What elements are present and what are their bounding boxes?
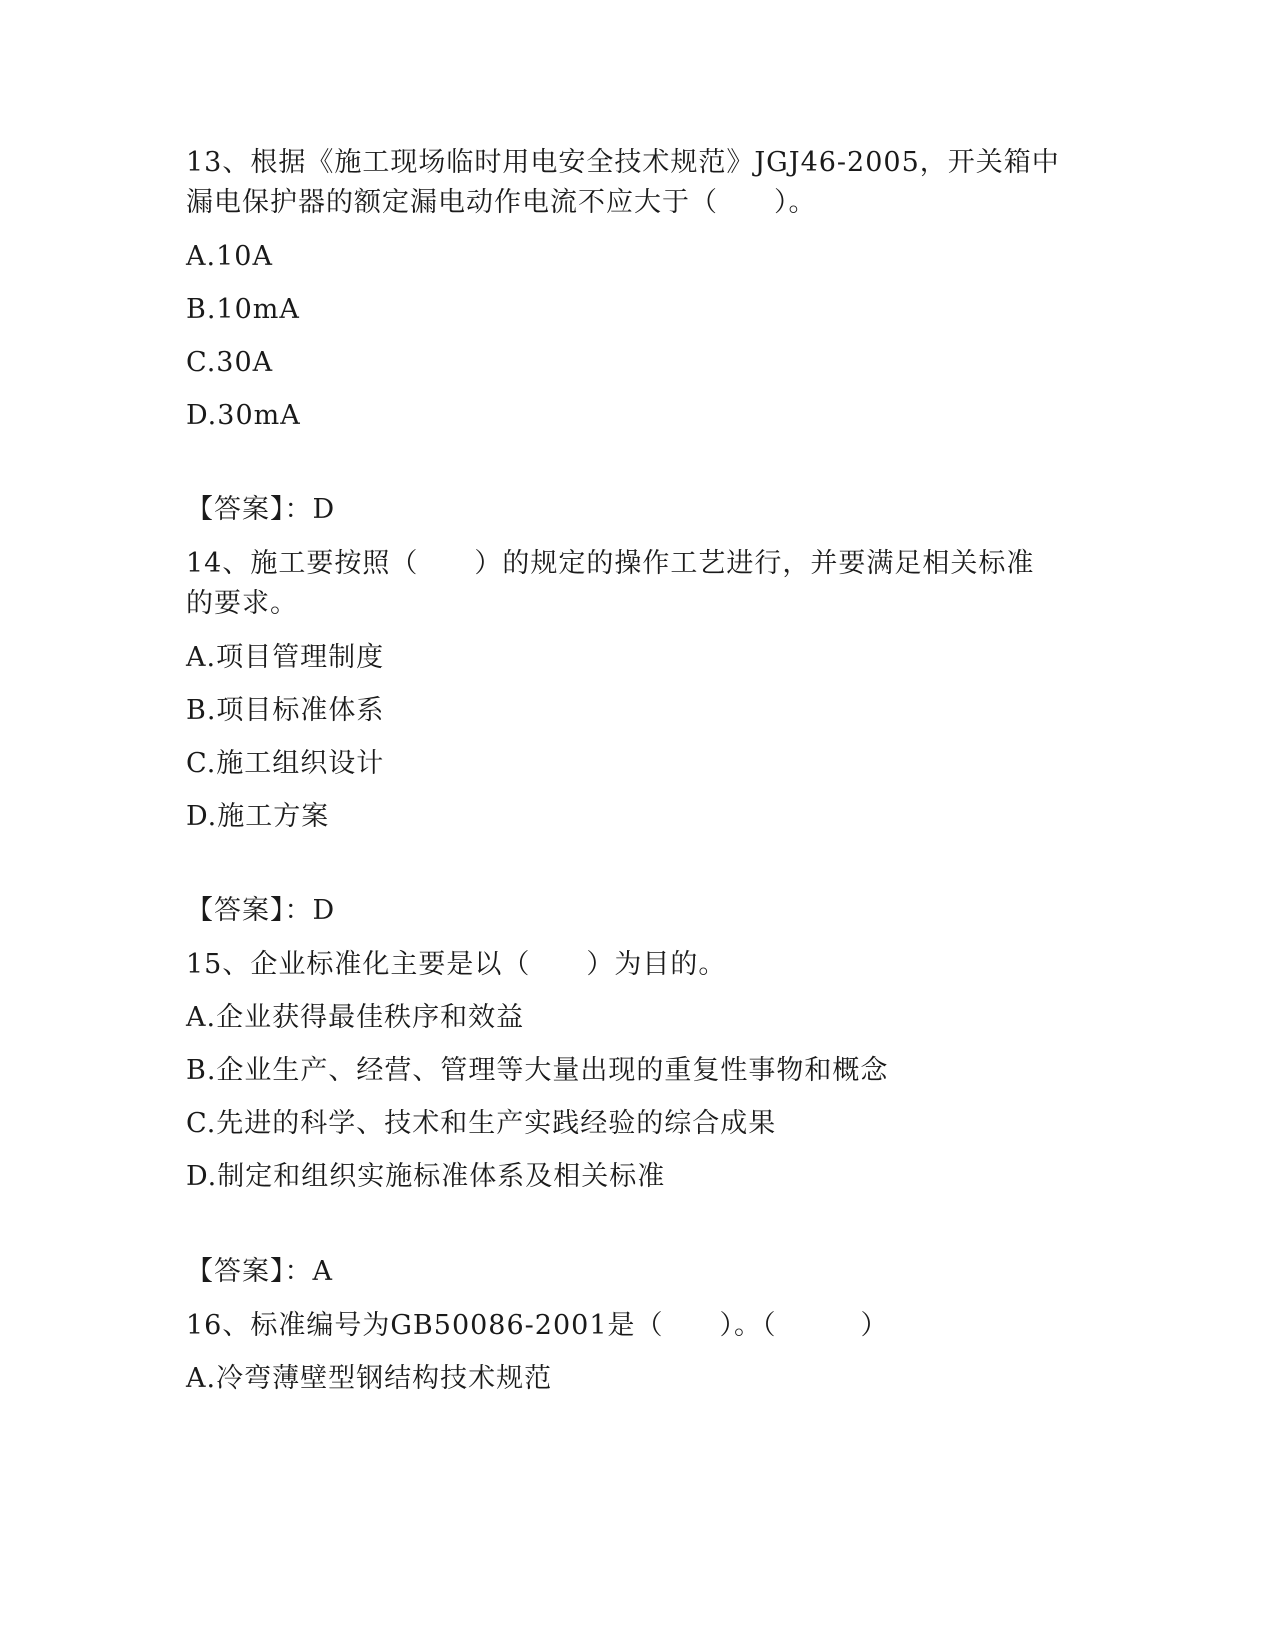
question-15-option-b: B.企业生产、经营、管理等大量出现的重复性事物和概念 xyxy=(186,1055,889,1086)
question-13-stem-line-2: 漏电保护器的额定漏电动作电流不应大于（ ）。 xyxy=(186,187,817,218)
question-13-option-c: C.30A xyxy=(186,347,274,378)
question-15-option-d: D.制定和组织实施标准体系及相关标准 xyxy=(186,1161,666,1192)
question-13-option-b: B.10mA xyxy=(186,294,300,325)
question-16-option-a: A.冷弯薄壁型钢结构技术规范 xyxy=(186,1363,553,1394)
question-14-option-c: C.施工组织设计 xyxy=(186,748,385,779)
question-14-option-b: B.项目标准体系 xyxy=(186,695,385,726)
question-13-option-d: D.30mA xyxy=(186,400,301,431)
question-14-stem-line-1: 14、施工要按照（ ）的规定的操作工艺进行，并要满足相关标准 xyxy=(186,548,1035,579)
question-13-answer: 【答案】：D xyxy=(186,494,336,525)
question-16-stem-line-1: 16、标准编号为GB50086-2001是（ ）。（ ） xyxy=(186,1310,889,1341)
question-14-stem-line-2: 的要求。 xyxy=(186,588,298,619)
question-15-stem-line-1: 15、企业标准化主要是以（ ）为目的。 xyxy=(186,949,727,980)
question-13-option-a: A.10A xyxy=(186,241,273,272)
question-14-answer: 【答案】：D xyxy=(186,895,336,926)
question-15-option-a: A.企业获得最佳秩序和效益 xyxy=(186,1002,525,1033)
question-14-option-a: A.项目管理制度 xyxy=(186,642,385,673)
question-15-option-c: C.先进的科学、技术和生产实践经验的综合成果 xyxy=(186,1108,777,1139)
question-15-answer: 【答案】：A xyxy=(186,1256,333,1287)
question-14-option-d: D.施工方案 xyxy=(186,801,330,832)
question-13-stem-line-1: 13、根据《施工现场临时用电安全技术规范》JGJ46-2005，开关箱中 xyxy=(186,147,1060,178)
